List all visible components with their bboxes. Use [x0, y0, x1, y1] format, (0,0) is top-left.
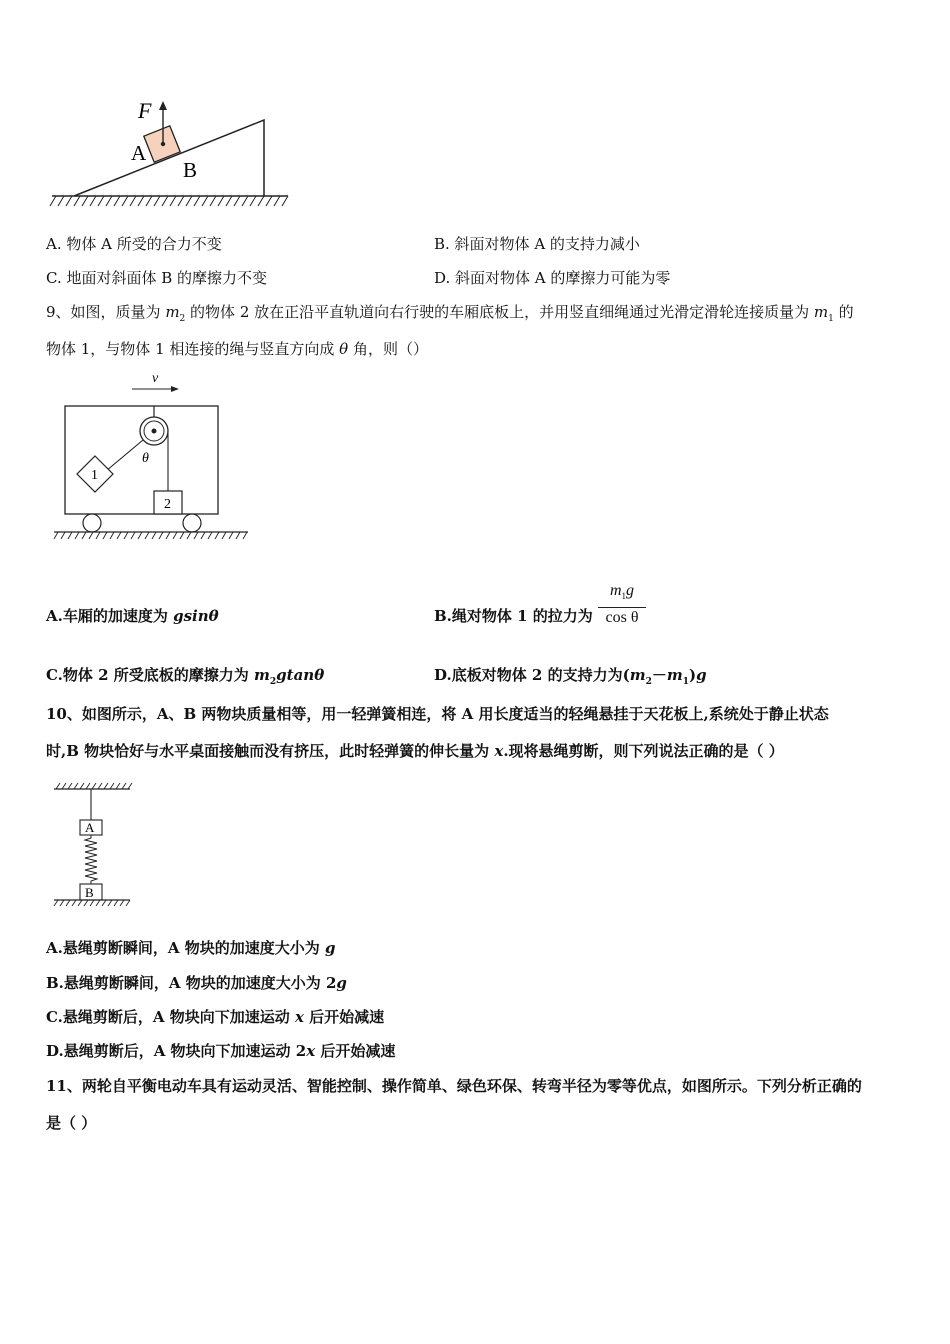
- q9-option-d-g: g: [696, 666, 707, 684]
- q10-stem-line1: 10、如图所示，A、B 两物块质量相等，用一轻弹簧相连，将 A 用长度适当的轻绳悬挂于天花板上,系统处于静止状态: [46, 705, 829, 723]
- q11-stem-line2: 是（ ）: [46, 1114, 97, 1132]
- q10-option-b: [46, 973, 347, 993]
- q9-theta: θ: [339, 340, 349, 358]
- q10-stem-text-a: 时,B 物块恰好与水平桌面接触而没有挤压，此时轻弹簧的伸长量为: [46, 742, 495, 760]
- q9-stem-line2: [46, 339, 428, 359]
- q9-stem-text-c: 的: [833, 303, 854, 321]
- q9-option-a: [46, 606, 219, 626]
- q10-option-a-text: A.悬绳剪断瞬间，A 物块的加速度大小为: [46, 939, 325, 957]
- q10-option-c-rest: 后开始减速: [303, 1008, 385, 1026]
- fraction-num-m: m: [609, 582, 622, 599]
- fraction-num-sub: 1: [621, 591, 627, 602]
- q9-option-c-text: C.物体 2 所受底板的摩擦力为: [46, 666, 255, 684]
- block-a-label: A: [131, 141, 147, 165]
- spring-figure: [48, 780, 138, 912]
- q9-option-a-text: A.车厢的加速度为: [46, 607, 174, 625]
- q10-stem-text-b: .现将悬绳剪断，则下列说法正确的是（ ）: [503, 742, 784, 760]
- q9-m2: m: [165, 303, 180, 321]
- q9-stem-text-e: 角，则（）: [348, 340, 428, 358]
- carriage-figure: [48, 368, 258, 548]
- q9-option-c-expr: gtanθ: [276, 666, 325, 684]
- q9-stem-text-d: 物体 1，与物体 1 相连接的绳与竖直方向成: [46, 340, 340, 358]
- q10-option-a: [46, 938, 335, 958]
- q9-option-d-close: ): [688, 666, 697, 684]
- fraction-num-g: g: [626, 582, 635, 599]
- q9-option-d-m1: m: [666, 666, 683, 684]
- q8-option-b: B. 斜面对物体 A 的支持力减小: [434, 235, 640, 253]
- q9-stem-line1: [46, 302, 854, 329]
- q10-option-d-val: x: [306, 1042, 316, 1060]
- q9-option-b-fraction: [598, 582, 646, 628]
- q9-option-b: [434, 606, 593, 626]
- q9-option-c: [46, 665, 324, 692]
- block-2-label: 2: [164, 497, 171, 512]
- spring-block-b-label: B: [85, 885, 94, 900]
- force-label: F: [138, 98, 152, 123]
- q10-x: x: [494, 742, 504, 760]
- q10-option-b-val: g: [336, 974, 347, 992]
- q9-m2-sub: 2: [179, 314, 186, 324]
- q9-option-d-m1-sub: 1: [682, 677, 689, 687]
- q9-option-d-minus: －: [651, 666, 667, 684]
- q9-option-d-text: D.底板对物体 2 的支持力为(: [434, 666, 630, 684]
- q10-option-c-val: x: [294, 1008, 304, 1026]
- q9-option-d-m2-sub: 2: [645, 677, 652, 687]
- q9-option-d-m2: m: [629, 666, 646, 684]
- q8-option-d: D. 斜面对物体 A 的摩擦力可能为零: [434, 269, 671, 287]
- q8-option-c: C. 地面对斜面体 B 的摩擦力不变: [46, 269, 268, 287]
- block-1-label: 1: [91, 468, 98, 483]
- q8-option-a: A. 物体 A 所受的合力不变: [46, 235, 222, 253]
- q9-stem-text-b: 的物体 2 放在正沿平直轨道向右行驶的车厢底板上，并用竖直细绳通过光滑定滑轮连接质量为: [185, 303, 814, 321]
- q10-option-d-rest: 后开始减速: [315, 1042, 396, 1060]
- q9-option-c-m: m: [254, 666, 270, 684]
- q9-stem-text-a: 9、如图，质量为: [46, 303, 166, 321]
- q10-option-c-text: C.悬绳剪断后，A 物块向下加速运动: [46, 1008, 295, 1026]
- fraction-denominator: cos θ: [605, 609, 639, 627]
- incline-figure: [40, 96, 300, 216]
- q10-option-a-val: g: [324, 939, 336, 957]
- q10-stem-line2: [46, 741, 784, 761]
- spring-block-a-label: A: [85, 820, 95, 835]
- incline-b-label: B: [183, 158, 198, 182]
- q9-option-d: [434, 665, 707, 692]
- velocity-label: v: [152, 371, 159, 386]
- q9-m1-sub: 1: [828, 314, 834, 324]
- q10-option-d: [46, 1041, 395, 1061]
- q10-option-c: [46, 1007, 384, 1027]
- q9-option-c-sub: 2: [269, 677, 277, 687]
- q9-option-b-text: B.绳对物体 1 的拉力为: [434, 607, 593, 625]
- q10-option-d-text: D.悬绳剪断后，A 物块向下加速运动 2: [46, 1042, 307, 1060]
- q10-option-b-text: B.悬绳剪断瞬间，A 物块的加速度大小为 2: [46, 974, 337, 992]
- q11-stem-line1: 11、两轮自平衡电动车具有运动灵活、智能控制、操作简单、绿色环保、转弯半径为零等优点，如图所示。下列分析正确的: [46, 1077, 862, 1095]
- q9-option-a-expr: gsinθ: [173, 607, 219, 625]
- q9-m1: m: [813, 303, 829, 321]
- theta-label: θ: [142, 451, 149, 466]
